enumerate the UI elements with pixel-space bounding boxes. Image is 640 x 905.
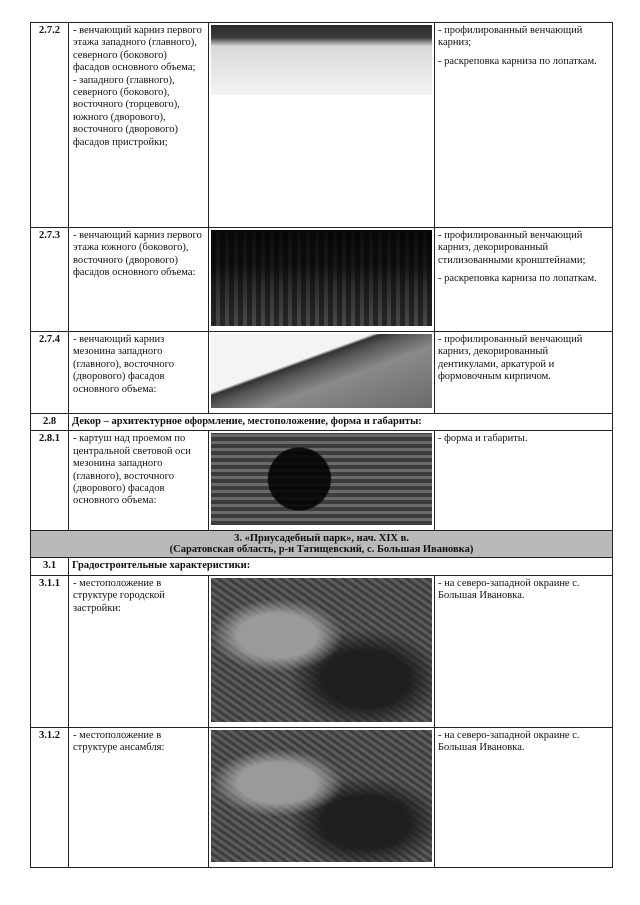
table-row — [31, 575, 613, 727]
section-number: 2.8 — [31, 414, 69, 431]
requirement-item: - профилированный венчающий карниз, декорированный стилизованными кронштейнами; — [438, 230, 586, 266]
requirement-item: - раскреповка карниза по лопаткам. — [438, 273, 597, 285]
element-description-text: - венчающий карниз первого этажа западного (главного), северного (бокового) фасадов основного объема; - западного (главного), северного (бокового), восточного (торцевого), южного (дворового), восточного (дворового) фасадов пристройки; — [73, 25, 202, 148]
row-number: 2.8.1 — [31, 431, 69, 531]
element-description — [69, 23, 209, 228]
photo-cell — [209, 727, 435, 867]
requirements — [435, 332, 613, 414]
requirements: - на северо-западной окраине с. Большая Ивановка. — [435, 727, 613, 867]
requirements: - форма и габариты. — [435, 431, 613, 531]
photo-cell — [209, 332, 435, 414]
row-number: 2.7.2 — [31, 23, 69, 228]
cornice-photo — [211, 334, 432, 408]
cornice-photo — [211, 25, 432, 95]
requirements — [435, 228, 613, 332]
table-row — [31, 23, 613, 228]
element-description: - местоположение в структуре городской застройки: — [69, 575, 209, 727]
object-title-band — [31, 531, 613, 558]
table-row — [31, 332, 613, 414]
requirements: - на северо-западной окраине с. Большая Ивановка. — [435, 575, 613, 727]
photo-cell — [209, 228, 435, 332]
section-title: Градостроительные характеристики: — [69, 558, 613, 575]
table-row — [31, 727, 613, 867]
section-row — [31, 414, 613, 431]
cartouche-photo — [211, 433, 432, 525]
object-title: 3. «Приусадебный парк», нач. XIX в. — [234, 533, 409, 545]
protection-subject-table — [30, 22, 613, 868]
requirement-item: - профилированный венчающий карниз; — [438, 25, 583, 49]
row-number: 3.1.1 — [31, 575, 69, 727]
photo-cell — [209, 23, 435, 228]
row-number: 2.7.3 — [31, 228, 69, 332]
row-number: 2.7.4 — [31, 332, 69, 414]
section-title: Декор – архитектурное оформление, местоположение, форма и габариты: — [69, 414, 613, 431]
row-number: 3.1.2 — [31, 727, 69, 867]
aerial-photo — [211, 730, 432, 862]
object-band-row — [31, 531, 613, 558]
table-row — [31, 228, 613, 332]
cornice-photo — [211, 230, 432, 326]
element-description: - местоположение в структуре ансамбля: — [69, 727, 209, 867]
requirement-item: - профилированный венчающий карниз, декорированный дентикулами, аркатурой и формовочным кирпичом. — [438, 334, 583, 383]
section-number: 3.1 — [31, 558, 69, 575]
requirement-item: - раскреповка карниза по лопаткам. — [438, 55, 597, 67]
table-row — [31, 431, 613, 531]
requirements — [435, 23, 613, 228]
aerial-photo — [211, 578, 432, 722]
object-address: (Саратовская область, р-н Татищевский, с. Большая Ивановка) — [169, 544, 474, 556]
element-description: - картуш над проемом по центральной световой оси мезонина западного (главного), восточного (дворового) фасадов основного объема: — [69, 431, 209, 531]
section-row — [31, 558, 613, 575]
photo-cell — [209, 575, 435, 727]
element-description: - венчающий карниз мезонина западного (главного), восточного (дворового) фасадов основного объема: — [69, 332, 209, 414]
element-description: - венчающий карниз первого этажа южного (бокового), восточного (дворового) фасадов основного объема: — [69, 228, 209, 332]
photo-cell — [209, 431, 435, 531]
